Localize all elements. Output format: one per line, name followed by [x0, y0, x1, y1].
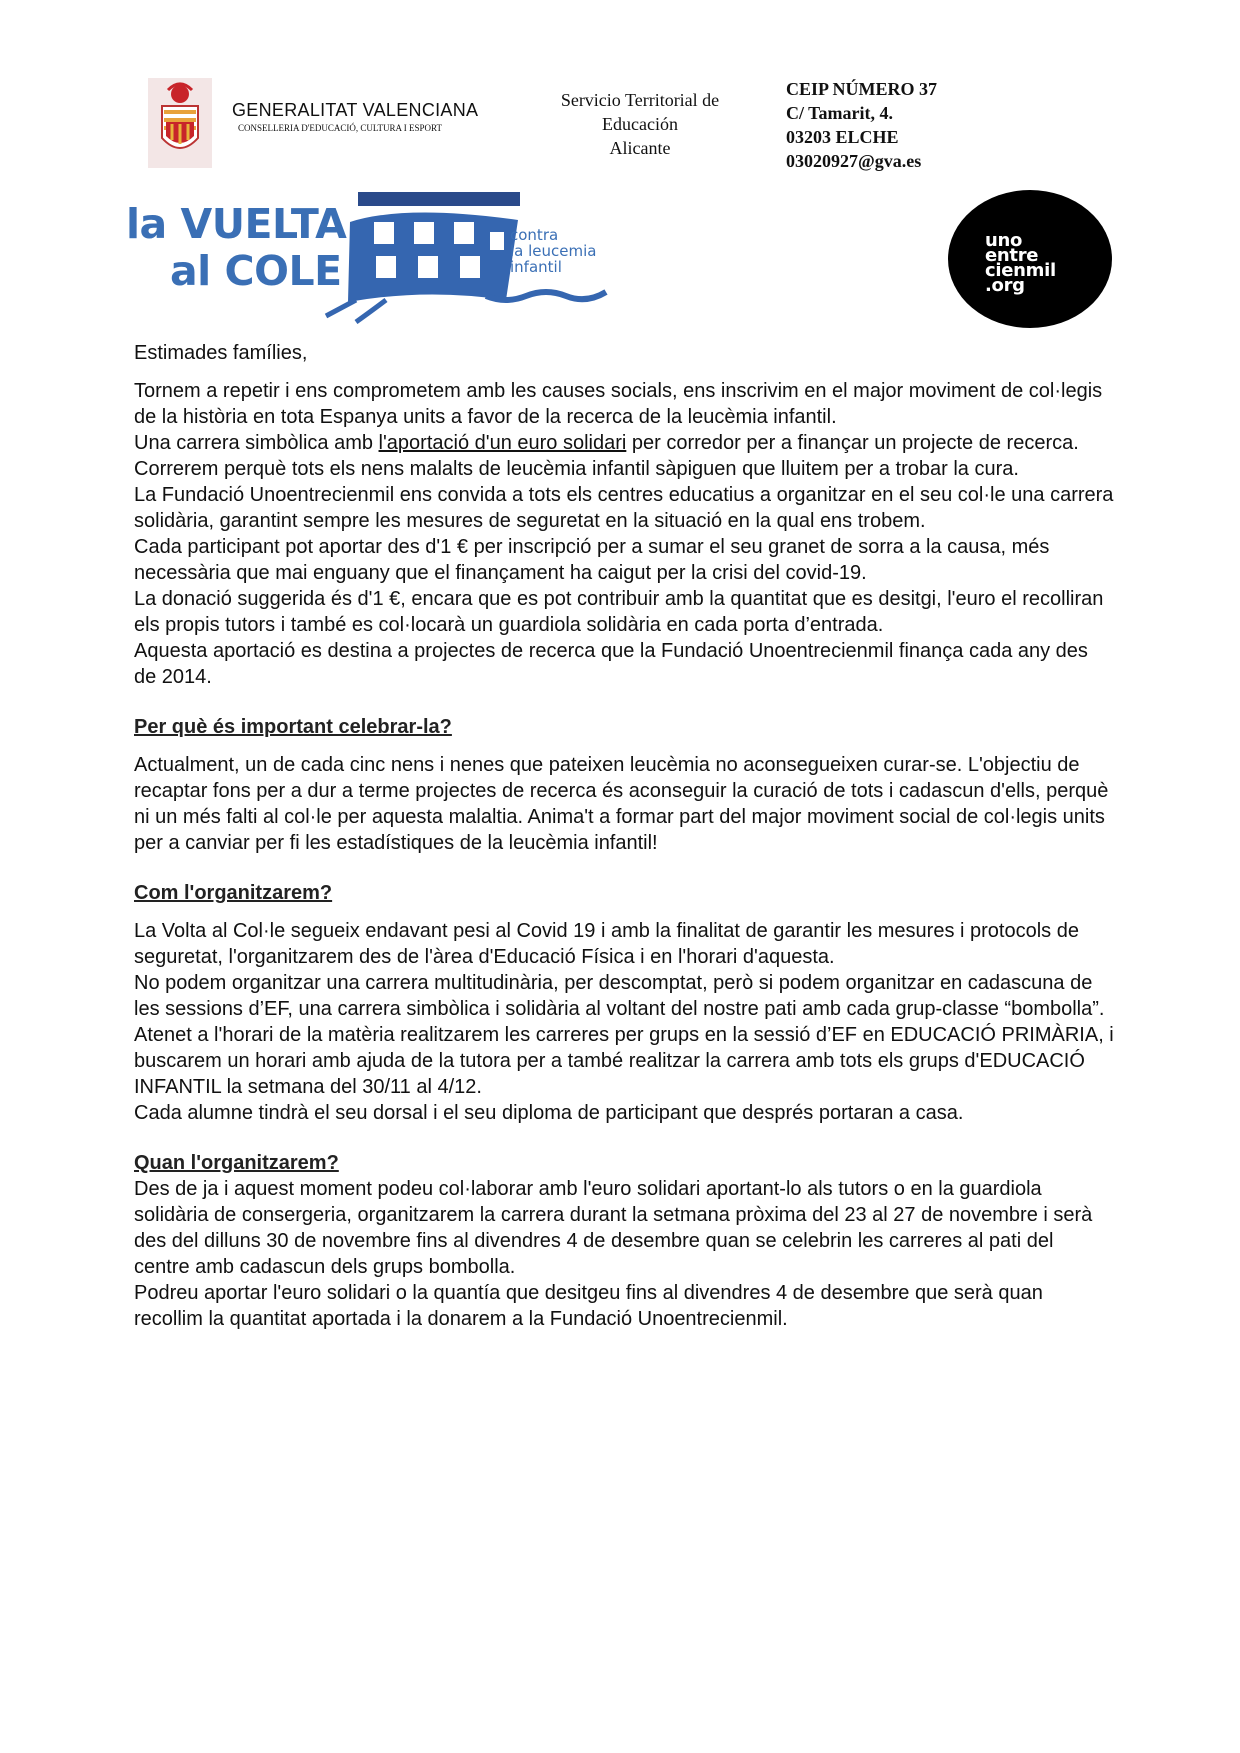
uno-line: .org	[985, 275, 1025, 296]
vuelta-tag-line: la leucemia	[510, 242, 597, 260]
letter-body	[134, 340, 1114, 1332]
paragraph: La Volta al Col·le segueix endavant pesi al Covid 19 i amb la finalitat de garantir les mesures i protocols de seguretat, l'organitzarem des de l'àrea d'Educació Física i en l'horari d'aquesta.	[134, 920, 1079, 968]
section-heading-why: Per què és important celebrar-la?	[134, 716, 452, 738]
uno-line: uno	[985, 230, 1023, 251]
paragraph: Correrem perquè tots els nens malalts de leucèmia infantil sàpiguen que lluitem per a trobar la cura.	[134, 458, 1019, 480]
service-line: Alicante	[609, 138, 671, 158]
vuelta-tag-line: contra	[510, 226, 559, 244]
service-address	[540, 88, 740, 160]
vuelta-title-line2: al COLE	[170, 247, 342, 295]
uno-line: entre	[985, 245, 1039, 266]
uno-line: cienmil	[985, 260, 1056, 281]
unoentrecienmil-logo-text	[985, 230, 1056, 296]
service-line: Educación	[602, 114, 678, 134]
paragraph: Cada alumne tindrà el seu dorsal i el seu diploma de participant que després portaran a casa.	[134, 1102, 964, 1124]
paragraph: Des de ja i aquest moment podeu col·laborar amb l'euro solidari aportant-lo als tutors o en la guardiola solidària de consergeria, organitzarem la carrera durant la setmana pròxima del 23 al 27 de novembre i serà des del dilluns 30 de novembre fins al divendres 4 de desembre quan se celebrin les carreres al pati del centre amb cadascun dels grups bombolla.	[134, 1178, 1093, 1278]
paragraph: Aquesta aportació es destina a projectes de recerca que la Fundació Unoentrecienmil finança cada any des de 2014.	[134, 640, 1088, 688]
paragraph: Atenet a l'horari de la matèria realitzarem les carreres per grups en la sessió d’EF en EDUCACIÓ PRIMÀRIA, i buscarem un horari amb ajuda de la tutora per a també realitzar la carrera amb tots els grups d'EDUCACIÓ INFANTIL la setmana del 30/11 al 4/12.	[134, 1024, 1114, 1098]
school-street: C/ Tamarit, 4.	[786, 103, 894, 123]
paragraph-text: per corredor per a finançar un projecte de recerca.	[626, 432, 1079, 454]
vuelta-tagline	[510, 227, 596, 275]
generalitat-crest-logo	[148, 78, 212, 168]
generalitat-name: GENERALITAT VALENCIANA	[232, 100, 479, 120]
school-address	[786, 77, 937, 173]
paragraph: Tornem a repetir i ens comprometem amb les causes socials, ens inscrivim en el major moviment de col·legis de la història en tota Espanya units a favor de la recerca de la leucèmia infantil.	[134, 380, 1103, 428]
how-section	[134, 918, 1114, 1126]
paragraph-text: Una carrera simbòlica amb	[134, 432, 379, 454]
paragraph: Cada participant pot aportar des d'1 € per inscripció per a sumar el seu granet de sorra a la causa, més necessària que mai enguany que el finançament ha caigut per la crisi del covid-19.	[134, 536, 1050, 584]
paragraph: No podem organitzar una carrera multitudinària, per descomptat, però si podem organitzar en cadascuna de les sessions d’EF, una carrera simbòlica i solidària al voltant del nostre pati amb cada grup-classe “bombolla”.	[134, 972, 1105, 1020]
when-section	[134, 1176, 1114, 1332]
paragraph: Podreu aportar l'euro solidari o la quantía que desitgeu fins al divendres 4 de desembre que serà quan recollim la quantitat aportada i la donarem a la Fundació Unoentrecienmil.	[134, 1282, 1043, 1330]
paragraph: Actualment, un de cada cinc nens i nenes que pateixen leucèmia no aconsegueixen curar-se. L'objectiu de recaptar fons per a dur a terme projectes de recerca és aconseguir la curació de tots i cadascun d'ells, perquè ni un més falti al col·le per aquesta malaltia. Anima't a formar part del major moviment social de col·legis units per a canviar per fi les estadístiques de la leucèmia infantil!	[134, 754, 1109, 854]
paragraph: La donació suggerida és d'1 €, encara que es pot contribuir amb la quantitat que es desitgi, l'euro el recolliran els propis tutors i també es col·locarà un guardiola solidària en cada porta d’entrada.	[134, 588, 1104, 636]
euro-solidari-link[interactable]: l'aportació d'un euro solidari	[378, 432, 627, 454]
vuelta-tag-line: infantil	[510, 258, 562, 276]
section-heading-how: Com l'organitzarem?	[134, 882, 333, 904]
service-line: Servicio Territorial de	[560, 90, 720, 110]
section-heading-when: Quan l'organitzarem?	[134, 1152, 339, 1174]
paragraph	[134, 430, 1114, 456]
paragraph: La Fundació Unoentrecienmil ens convida a tots els centres educatius a organitzar en el seu col·le una carrera solidària, garantint sempre les mesures de seguretat en la situació en la qual ens trobem.	[134, 484, 1114, 532]
conselleria-name: CONSELLERIA D'EDUCACIÓ, CULTURA I ESPORT	[238, 123, 443, 133]
why-section	[134, 752, 1114, 856]
school-city: 03203 ELCHE	[786, 127, 899, 147]
greeting: Estimades famílies,	[134, 342, 308, 364]
intro-section	[134, 378, 1114, 690]
school-email[interactable]: 03020927@gva.es	[786, 151, 922, 171]
vuelta-title-line1: la VUELTA	[126, 200, 347, 248]
school-name: CEIP NÚMERO 37	[786, 79, 938, 99]
